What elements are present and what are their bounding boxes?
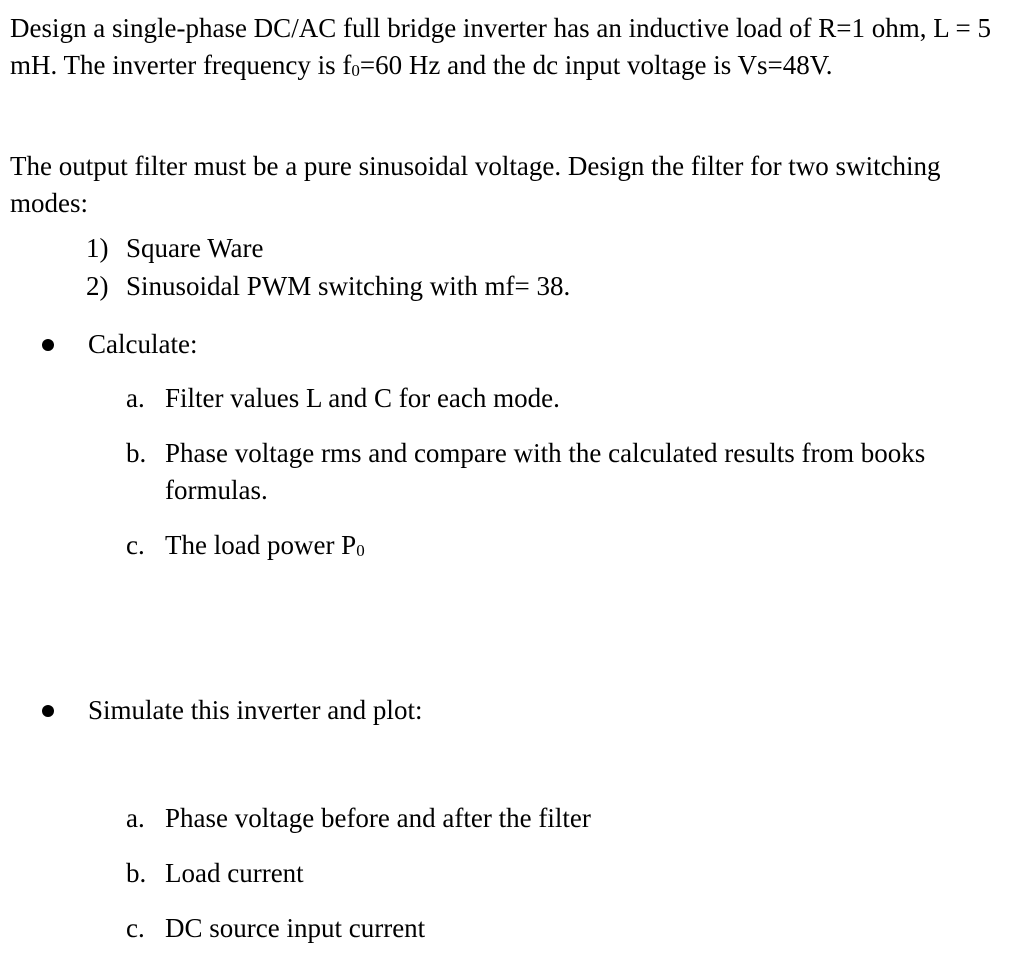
- list-marker: a.: [126, 383, 145, 413]
- bullet-dot-icon: [42, 339, 54, 351]
- switching-modes-list: [86, 230, 570, 306]
- list-item-text: DC source input current: [165, 913, 426, 943]
- list-item-text: Phase voltage rms and compare with the calculated results from books formulas.: [165, 438, 926, 505]
- list-marker: 1): [86, 233, 109, 263]
- intro-paragraph: [10, 10, 1010, 84]
- calculate-heading: Calculate:: [88, 329, 198, 359]
- list-item: [86, 268, 570, 306]
- list-marker: b.: [126, 438, 147, 468]
- p0-subscript: 0: [356, 541, 365, 560]
- load-power-text: The load power P: [165, 530, 357, 560]
- list-item-text: Load current: [165, 858, 304, 888]
- list-marker: c.: [126, 530, 145, 560]
- list-item-text: Square Ware: [126, 233, 264, 263]
- list-marker: a.: [126, 803, 145, 833]
- list-marker: b.: [126, 858, 147, 888]
- simulate-heading: Simulate this inverter and plot:: [88, 695, 423, 725]
- list-marker: c.: [126, 913, 145, 943]
- list-item: [86, 230, 570, 268]
- bullet-dot-icon: [42, 705, 54, 717]
- list-item-text: [165, 527, 1024, 564]
- intro-text-start: Design a single-phase DC/AC full bridge inverter has an inductive load of R=1 ohm, L = 5 mH. The inverter frequency is f: [10, 13, 992, 80]
- list-item-text: Filter values L and C for each mode.: [165, 383, 560, 413]
- f0-subscript: 0: [351, 61, 360, 80]
- list-marker: 2): [86, 271, 109, 301]
- list-item-text: Sinusoidal PWM switching with mf= 38.: [126, 271, 571, 301]
- list-item-text: Phase voltage before and after the filter: [165, 803, 591, 833]
- filter-paragraph: The output filter must be a pure sinusoidal voltage. Design the filter for two switching modes:: [10, 151, 941, 218]
- intro-text-end: =60 Hz and the dc input voltage is Vs=48V.: [359, 50, 833, 80]
